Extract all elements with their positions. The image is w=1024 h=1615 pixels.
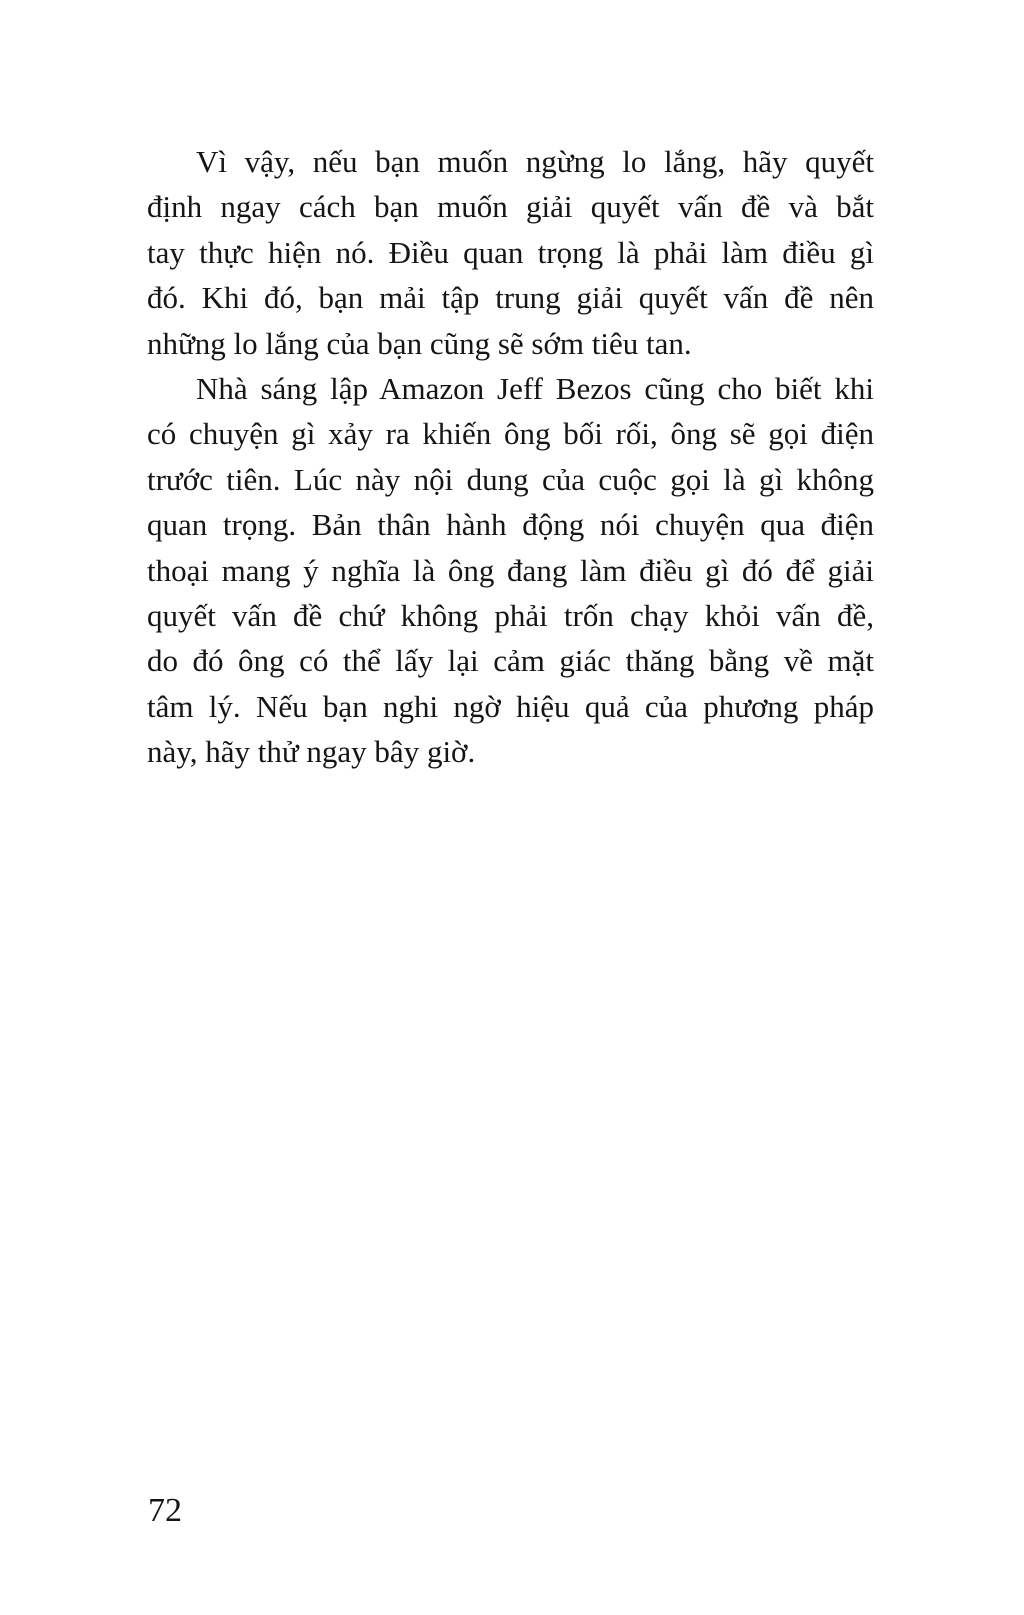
text-line: do đó ông có thể lấy lại cảm giác thăng bằng về mặt [147,643,874,679]
text-line: trước tiên. Lúc này nội dung của cuộc gọi là gì không [147,461,874,497]
text-line: này, hãy thử ngay bây giờ. [147,734,476,770]
text-line: đó. Khi đó, bạn mải tập trung giải quyết vấn đề nên [147,280,874,316]
page-number: 72 [148,1492,182,1529]
text-line: những lo lắng của bạn cũng sẽ sớm tiêu tan. [147,325,692,361]
text-line: thoại mang ý nghĩa là ông đang làm điều gì đó để giải [147,552,874,588]
text-line: Nhà sáng lập Amazon Jeff Bezos cũng cho biết khi [196,370,874,406]
paragraph [147,366,874,775]
text-line: có chuyện gì xảy ra khiến ông bối rối, ông sẽ gọi điện [147,416,874,452]
text-line: tâm lý. Nếu bạn nghi ngờ hiệu quả của phương pháp [147,688,874,724]
text-line: định ngay cách bạn muốn giải quyết vấn đề và bắt [147,189,874,225]
text-line: quan trọng. Bản thân hành động nói chuyện qua điện [147,507,874,543]
paragraph [147,139,874,366]
text-line: Vì vậy, nếu bạn muốn ngừng lo lắng, hãy quyết [196,144,874,179]
text-line: tay thực hiện nó. Điều quan trọng là phải làm điều gì [147,234,874,270]
text-line: quyết vấn đề chứ không phải trốn chạy khỏi vấn đề, [147,597,874,633]
body-text [147,139,874,774]
